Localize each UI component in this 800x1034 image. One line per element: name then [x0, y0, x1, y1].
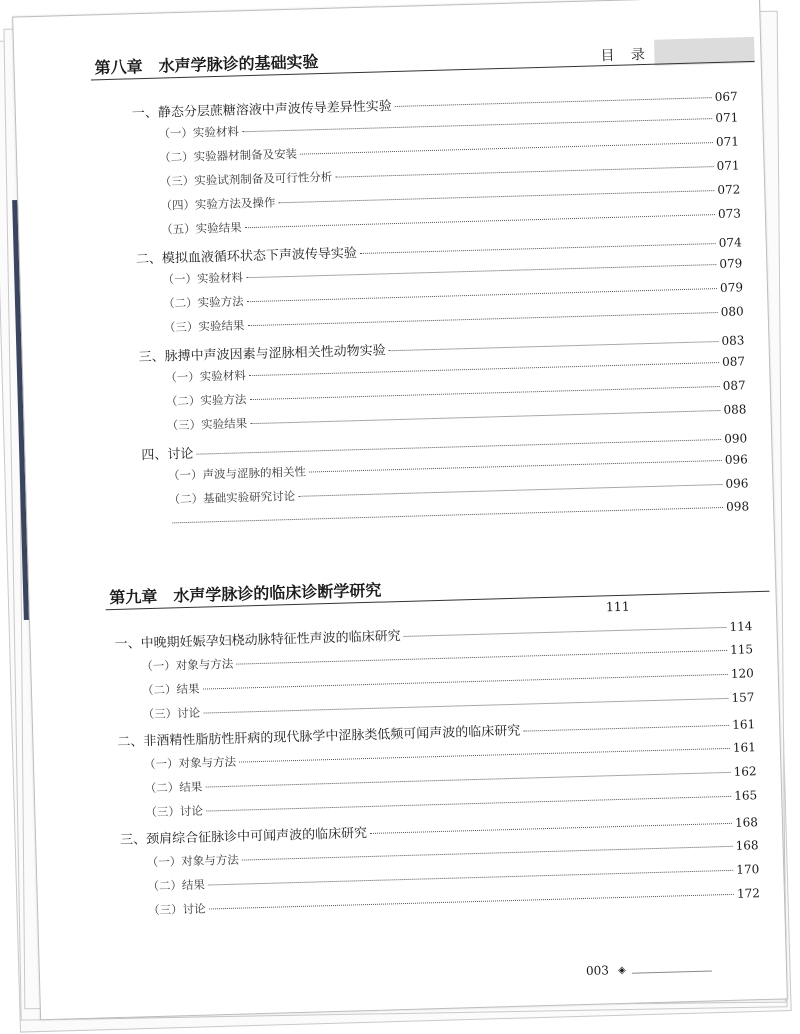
toc-entry-label: 一、中晚期妊娠孕妇桡动脉特征性声波的临床研究: [114, 629, 401, 653]
toc-entry-page: 087: [721, 354, 746, 369]
dot-leader: [202, 673, 727, 690]
footer-page-number: 003: [585, 963, 610, 978]
toc-entry-label: （一）实验材料: [158, 124, 240, 141]
dot-leader: [300, 141, 713, 155]
toc-page: [12, 0, 788, 1020]
toc-entry-page: 120: [730, 666, 754, 681]
chapter-title: 水声学脉诊的临床诊断学研究: [173, 580, 382, 606]
dot-leader: [249, 385, 719, 400]
dot-leader: [242, 117, 712, 132]
toc-entry-label: （二）结果: [144, 779, 203, 796]
toc-entry-page: 096: [724, 452, 748, 467]
toc-entry-label: （五）实验结果: [160, 220, 242, 237]
toc-entry-label: （一）声波与涩脉的相关性: [167, 464, 307, 483]
toc-entry-label: （三）实验结果: [166, 416, 248, 433]
dot-leader: [523, 724, 729, 732]
toc-entry-page: 080: [720, 304, 744, 319]
toc-entry-label: （二）实验方法: [165, 392, 247, 409]
toc-entry-page: 157: [731, 690, 755, 705]
toc-entry-label: （四）实验方法及操作: [160, 195, 276, 213]
toc-entry-label: （一）对象与方法: [143, 754, 237, 772]
toc-entry-label: （三）实验结果: [163, 318, 245, 335]
toc-entry-page: 170: [736, 862, 760, 877]
dot-leader: [309, 459, 722, 473]
toc-entry-page: 079: [719, 280, 744, 295]
dot-leader: [278, 189, 714, 203]
dot-leader: [249, 361, 719, 376]
header-label: 目 录: [600, 46, 652, 65]
toc-entry-label: （三）讨论: [145, 803, 204, 820]
dot-leader: [247, 311, 717, 326]
footer-rule: [632, 970, 712, 973]
toc-entry-page: 114: [729, 619, 753, 634]
dot-leader: [242, 845, 733, 861]
toc-entry-page: 168: [735, 838, 759, 853]
toc-entry-label: 三、脉搏中声波因素与涩脉相关性动物实验: [138, 343, 386, 366]
chapter-number: 第九章: [109, 586, 158, 608]
toc-entry-label: 四、讨论: [141, 446, 194, 464]
toc-entry-page: 165: [734, 788, 758, 803]
toc-entry-page: 072: [717, 182, 741, 198]
dot-leader: [208, 869, 733, 886]
dot-leader: [239, 747, 730, 763]
chapter-title: 水声学脉诊的基础实验: [158, 52, 319, 76]
toc-entry-label: （二）结果: [147, 877, 206, 894]
dot-leader: [370, 822, 732, 834]
dot-leader: [389, 340, 719, 351]
toc-entry-page: 172: [736, 886, 761, 901]
toc-entry-page: 067: [714, 89, 738, 105]
toc-entry-page: 090: [724, 431, 748, 446]
dot-leader: [206, 795, 731, 812]
dot-leader: [395, 96, 712, 107]
toc-entry-label: （二）实验方法: [163, 294, 244, 311]
toc-entry-label: 一、静态分层蔗糖溶液中声波传导差异性实验: [131, 99, 393, 122]
dot-leader: [246, 263, 716, 278]
toc-entry-page: 162: [733, 764, 757, 779]
toc-entry-page: 161: [732, 740, 757, 755]
dot-leader: [360, 242, 716, 254]
toc-entry-label: （三）实验试剂制备及可行性分析: [159, 169, 333, 189]
chapter-page-number: 111: [605, 598, 630, 615]
dot-leader: [250, 409, 720, 424]
toc-entry-page: 073: [717, 206, 742, 222]
toc-entry-page: 071: [715, 110, 739, 126]
toc-entry-label: （三）讨论: [147, 901, 206, 918]
dot-leader: [404, 626, 727, 637]
toc-entry-label: （一）实验材料: [162, 270, 244, 287]
dot-leader: [245, 213, 715, 228]
dot-leader: [298, 483, 722, 497]
toc-entry-page: 079: [719, 256, 743, 271]
dot-leader: [203, 697, 728, 714]
diamond-icon: ◈: [617, 964, 626, 977]
dot-leader: [236, 649, 727, 665]
toc-entry-page: 096: [725, 476, 749, 491]
toc-entry-page: 161: [732, 717, 756, 732]
toc-entry-label: 三、颈肩综合征脉诊中可闻声波的临床研究: [119, 826, 368, 848]
dot-leader: [172, 506, 723, 523]
toc-entry-label: （一）实验材料: [165, 368, 246, 385]
toc-entry-label: 二、模拟血液循环状态下声波传导实验: [135, 246, 358, 268]
dot-leader: [209, 893, 734, 910]
toc-entry-page: 083: [721, 333, 745, 348]
dot-leader: [335, 165, 714, 178]
dot-leader: [247, 287, 717, 302]
toc-entry-page: 071: [716, 158, 740, 174]
dot-leader: [196, 438, 721, 455]
toc-entry-label: （二）实验器材制备及安装: [158, 146, 298, 165]
toc-entry-label: （一）对象与方法: [146, 852, 239, 870]
toc-entry-page: 087: [722, 378, 746, 393]
toc-entry-label: 二、非酒精性脂肪性肝病的现代脉学中涩脉类低频可闻声波的临床研究: [117, 723, 521, 750]
toc-entry-page: 168: [734, 815, 759, 830]
toc-entry-page: 115: [729, 642, 754, 657]
toc-entry-label: （三）讨论: [142, 705, 201, 722]
toc-entry-label: （二）基础实验研究讨论: [168, 488, 296, 507]
toc-entry-label: （二）结果: [141, 681, 200, 698]
toc-entry-label: （一）对象与方法: [141, 656, 234, 674]
toc-entry-page: 098: [725, 499, 750, 514]
toc-entry-page: 088: [723, 402, 747, 417]
toc-entry-page: 074: [718, 235, 742, 250]
toc-entry-page: 071: [715, 134, 740, 150]
chapter-number: 第八章: [94, 57, 143, 78]
dot-leader: [205, 771, 730, 788]
